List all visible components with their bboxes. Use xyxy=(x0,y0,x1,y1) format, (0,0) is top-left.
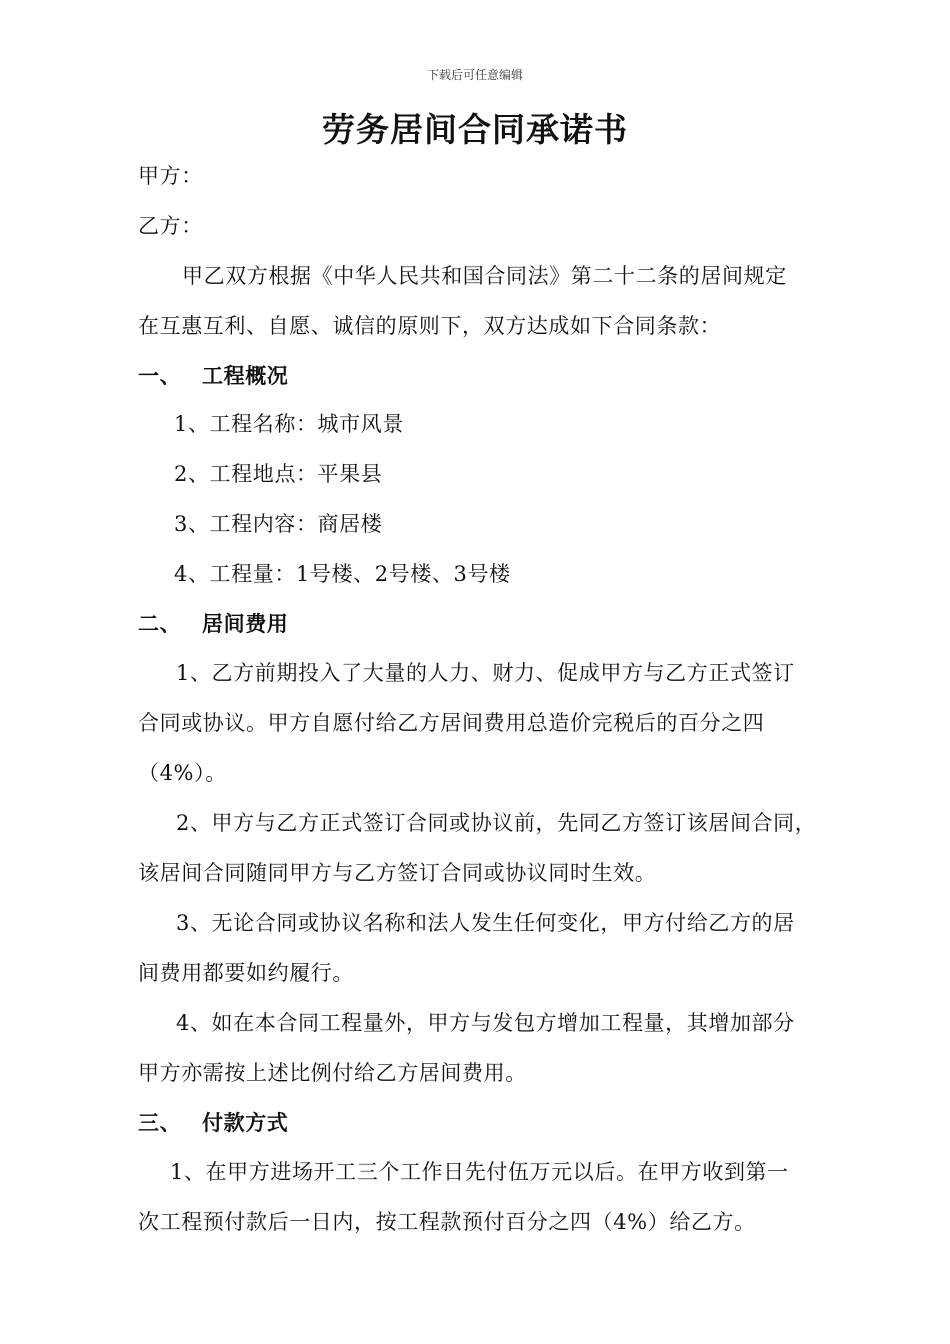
intro-line: 在互惠互利、自愿、诚信的原则下，双方达成如下合同条款： xyxy=(138,314,722,338)
section-2-line: 2、甲方与乙方正式签订合同或协议前，先同乙方签订该居间合同， xyxy=(176,811,817,835)
section-3-line: 次工程预付款后一日内，按工程款预付百分之四（4%）给乙方。 xyxy=(138,1210,756,1234)
header-note: 下载后可任意编辑 xyxy=(426,68,523,82)
section-1-line: 1、工程名称：城市风景 xyxy=(174,412,404,436)
section-title: 居间费用 xyxy=(202,612,289,636)
section-2-line: 4、如在本合同工程量外，甲方与发包方增加工程量，其增加部分 xyxy=(176,1011,795,1035)
section-heading-1 xyxy=(138,361,288,391)
section-heading-2 xyxy=(138,609,288,639)
section-1-line: 4、工程量：1号楼、2号楼、3号楼 xyxy=(174,562,511,586)
party-a-label: 甲方： xyxy=(138,164,203,188)
section-2-line: （4%）。 xyxy=(138,761,227,785)
document-title: 劳务居间合同承诺书 xyxy=(322,110,628,149)
section-heading-3 xyxy=(138,1108,288,1138)
section-2-line: 3、无论合同或协议名称和法人发生任何变化，甲方付给乙方的居 xyxy=(176,911,795,935)
section-2-line: 间费用都要如约履行。 xyxy=(138,961,354,985)
section-2-line: 合同或协议。甲方自愿付给乙方居间费用总造价完税后的百分之四 xyxy=(138,711,765,735)
section-1-line: 2、工程地点：平果县 xyxy=(174,462,383,486)
section-number: 三、 xyxy=(138,1111,182,1135)
section-title: 付款方式 xyxy=(202,1111,289,1135)
intro-line: 甲乙双方根据《中华人民共和国合同法》第二十二条的居间规定 xyxy=(182,264,787,288)
section-3-line: 1、在甲方进场开工三个工作日先付伍万元以后。在甲方收到第一 xyxy=(170,1160,789,1184)
section-number: 一、 xyxy=(138,364,182,388)
section-2-line: 1、乙方前期投入了大量的人力、财力、促成甲方与乙方正式签订 xyxy=(176,661,795,685)
section-2-line: 该居间合同随同甲方与乙方签订合同或协议同时生效。 xyxy=(138,861,657,885)
party-b-label: 乙方： xyxy=(138,214,203,238)
section-number: 二、 xyxy=(138,612,182,636)
section-2-line: 甲方亦需按上述比例付给乙方居间费用。 xyxy=(138,1061,527,1085)
section-1-line: 3、工程内容：商居楼 xyxy=(174,512,383,536)
section-title: 工程概况 xyxy=(202,364,289,388)
